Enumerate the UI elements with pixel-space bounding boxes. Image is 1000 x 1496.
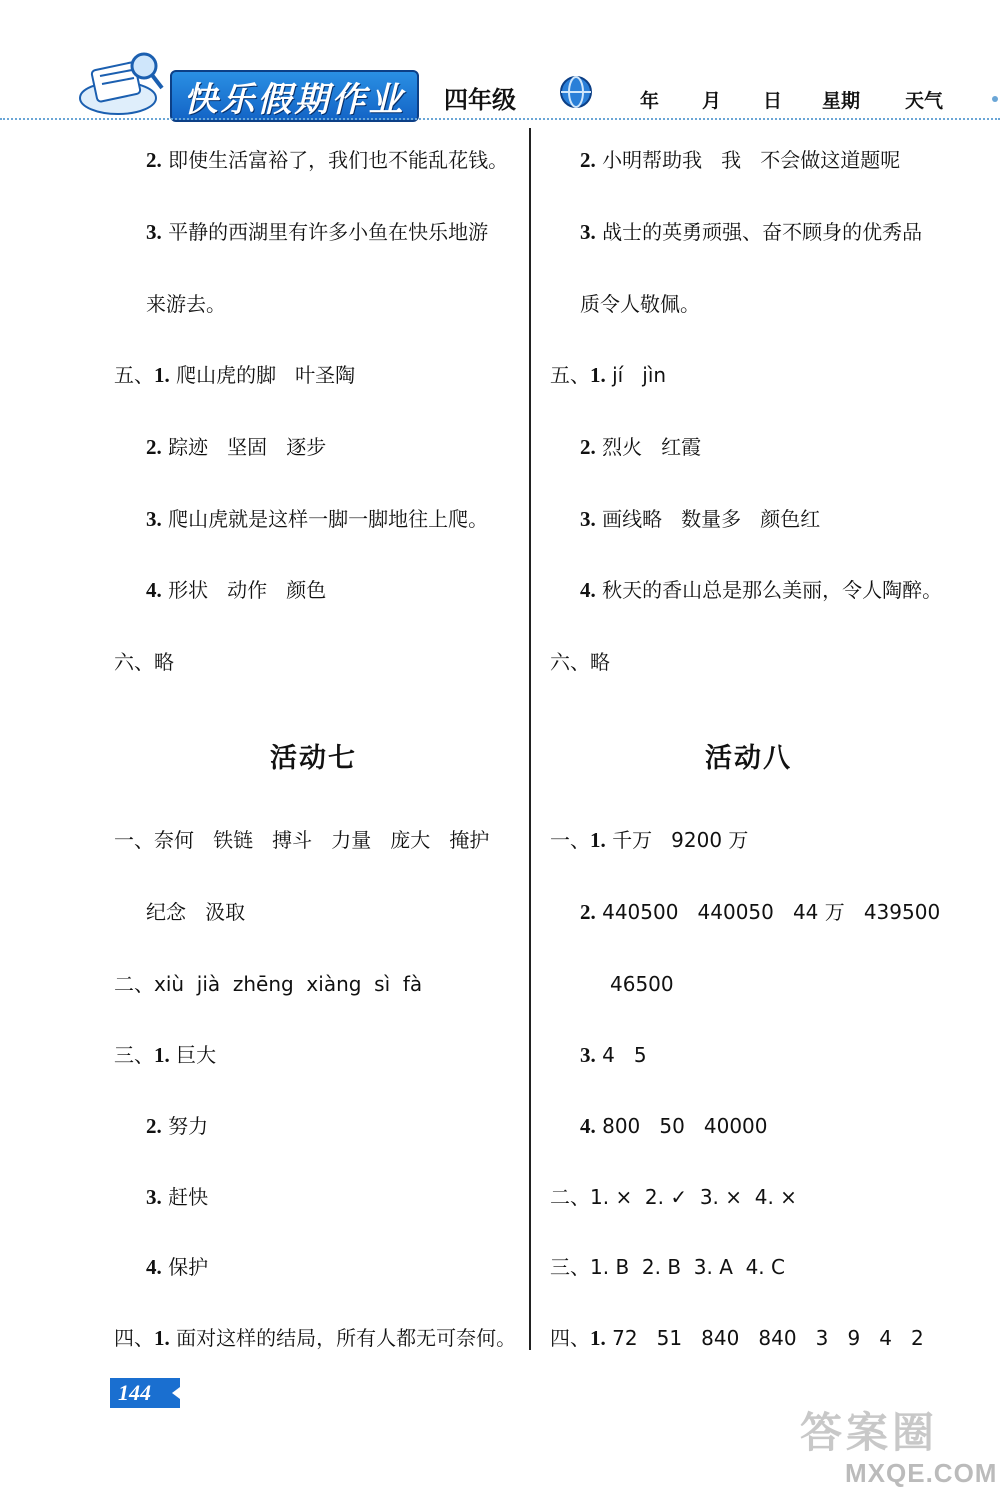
answer-line: 2. 努力 [146, 1114, 209, 1138]
watermark-logo: 答案圈 [800, 1408, 939, 1457]
brand-title: 快乐假期作业 [170, 70, 419, 122]
answer-line: 3. 爬山虎就是这样一脚一脚地往上爬。 [146, 507, 489, 531]
month-field: 月 [702, 90, 722, 112]
answer-line: 一、1. 千万 9200 万 [550, 828, 749, 852]
answer-line: 来游去。 [146, 292, 226, 316]
weekday-field: 星期 [822, 90, 861, 112]
answer-line: 六、略 [114, 650, 174, 674]
globe-icon [558, 74, 594, 110]
page-header [0, 0, 1000, 130]
answer-line: 四、1. 72 51 840 840 3 9 4 2 [550, 1326, 924, 1350]
year-field: 年 [640, 90, 660, 112]
answer-line: 4. 保护 [146, 1255, 209, 1279]
answer-line: 3. 赶快 [146, 1185, 209, 1209]
answer-line: 三、1. B 2. B 3. A 4. C [550, 1255, 785, 1279]
answer-line: 质令人敬佩。 [580, 292, 700, 316]
day-field: 日 [763, 90, 783, 112]
answer-line: 4. 形状 动作 颜色 [146, 578, 327, 602]
answer-line: 二、1. × 2. ✓ 3. × 4. × [550, 1185, 797, 1209]
answer-line: 46500 [610, 972, 674, 996]
grade-label: 四年级 [444, 86, 516, 114]
answer-line: 五、1. 爬山虎的脚 叶圣陶 [114, 363, 356, 387]
column-divider [529, 128, 531, 1350]
page-arrow-icon [172, 1384, 184, 1402]
answer-line: 2. 踪迹 坚固 逐步 [146, 435, 327, 459]
weather-field: 天气 [905, 90, 944, 112]
notebook-magnifier-icon [78, 48, 164, 118]
answer-line: 3. 画线略 数量多 颜色红 [580, 507, 821, 531]
decor-dot [992, 96, 998, 102]
answer-line: 3. 战士的英勇顽强、奋不顾身的优秀品 [580, 220, 923, 244]
answer-line: 2. 即使生活富裕了，我们也不能乱花钱。 [146, 148, 509, 172]
page-number: 144 [110, 1378, 180, 1408]
section-title-activity-7: 活动七 [270, 743, 357, 774]
answer-line: 纪念 汲取 [146, 900, 246, 924]
answer-line: 2. 小明帮助我 我 不会做这道题呢 [580, 148, 901, 172]
answer-line: 五、1. jí jìn [550, 363, 667, 387]
answer-line: 4. 800 50 40000 [580, 1114, 768, 1138]
watermark-url: MXQE.COM [845, 1458, 998, 1488]
answer-line: 3. 4 5 [580, 1043, 647, 1067]
answer-line: 二、xiù jià zhēng xiàng sì fà [114, 972, 423, 996]
answer-line: 六、略 [550, 650, 610, 674]
answer-line: 2. 440500 440050 44 万 439500 [580, 900, 941, 924]
answer-line: 3. 平静的西湖里有许多小鱼在快乐地游 [146, 220, 489, 244]
section-title-activity-8: 活动八 [705, 743, 792, 774]
answer-line: 三、1. 巨大 [114, 1043, 217, 1067]
answer-line: 四、1. 面对这样的结局，所有人都无可奈何。 [114, 1326, 517, 1350]
answer-line: 一、奈何 铁链 搏斗 力量 庞大 掩护 [114, 828, 490, 852]
answer-line: 4. 秋天的香山总是那么美丽，令人陶醉。 [580, 578, 943, 602]
header-rule [0, 118, 1000, 120]
answer-line: 2. 烈火 红霞 [580, 435, 702, 459]
